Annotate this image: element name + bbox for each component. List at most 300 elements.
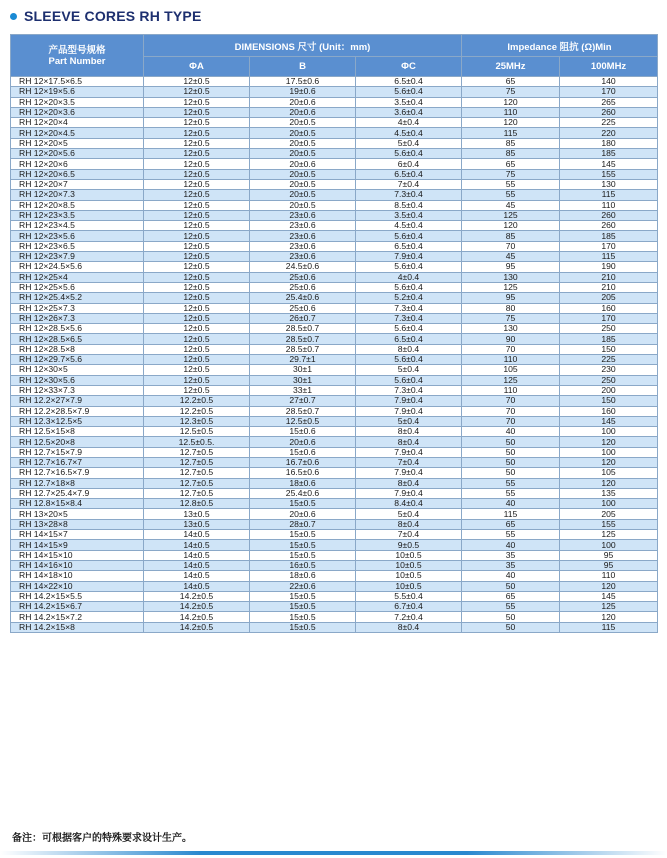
impedance-25mhz-cell: 65 [462, 77, 560, 87]
dim-c-cell: 8±0.4 [356, 622, 462, 632]
impedance-25mhz-cell: 35 [462, 560, 560, 570]
dim-a-cell: 12±0.5 [144, 375, 250, 385]
impedance-25mhz-cell: 120 [462, 118, 560, 128]
col-c-header: ΦC [356, 57, 462, 77]
dim-b-cell: 19±0.6 [250, 87, 356, 97]
part-number-cell: RH 13×28×8 [11, 519, 144, 529]
dim-c-cell: 7.9±0.4 [356, 406, 462, 416]
dim-b-cell: 28.5±0.7 [250, 344, 356, 354]
impedance-100mhz-cell: 95 [560, 550, 658, 560]
table-row [11, 272, 658, 282]
part-number-cell: RH 12.5×15×8 [11, 427, 144, 437]
dim-a-cell: 12±0.5 [144, 169, 250, 179]
dim-a-cell: 13±0.5 [144, 519, 250, 529]
dim-b-cell: 22±0.6 [250, 581, 356, 591]
impedance-25mhz-cell: 55 [462, 179, 560, 189]
dim-b-cell: 20±0.5 [250, 118, 356, 128]
impedance-100mhz-cell: 120 [560, 478, 658, 488]
dim-b-cell: 23±0.6 [250, 252, 356, 262]
impedance-100mhz-cell: 145 [560, 591, 658, 601]
table-row [11, 190, 658, 200]
impedance-100mhz-cell: 110 [560, 200, 658, 210]
dim-b-cell: 15±0.5 [250, 550, 356, 560]
impedance-25mhz-cell: 85 [462, 231, 560, 241]
impedance-25mhz-cell: 65 [462, 159, 560, 169]
dim-b-cell: 20±0.5 [250, 128, 356, 138]
part-number-cell: RH 12×26×7.3 [11, 313, 144, 323]
part-number-cell: RH 13×20×5 [11, 509, 144, 519]
impedance-100mhz-cell: 220 [560, 128, 658, 138]
impedance-25mhz-cell: 70 [462, 396, 560, 406]
dim-c-cell: 10±0.5 [356, 550, 462, 560]
dim-b-cell: 26±0.7 [250, 313, 356, 323]
dim-a-cell: 12.7±0.5 [144, 457, 250, 467]
table-row [11, 241, 658, 251]
impedance-100mhz-cell: 115 [560, 190, 658, 200]
impedance-header: Impedance 阻抗 (Ω)Min [462, 35, 658, 57]
part-number-cell: RH 14.2×15×8 [11, 622, 144, 632]
table-row [11, 416, 658, 426]
dim-c-cell: 4±0.4 [356, 118, 462, 128]
impedance-100mhz-cell: 210 [560, 272, 658, 282]
table-row [11, 406, 658, 416]
impedance-100mhz-cell: 260 [560, 210, 658, 220]
dim-c-cell: 3.5±0.4 [356, 97, 462, 107]
part-number-cell: RH 12×20×6 [11, 159, 144, 169]
dim-c-cell: 3.6±0.4 [356, 107, 462, 117]
part-number-cell: RH 12×20×6.5 [11, 169, 144, 179]
dim-b-cell: 16.5±0.6 [250, 468, 356, 478]
impedance-25mhz-cell: 130 [462, 272, 560, 282]
dim-a-cell: 12.2±0.5 [144, 406, 250, 416]
dim-a-cell: 14±0.5 [144, 581, 250, 591]
part-number-cell: RH 12×30×5 [11, 365, 144, 375]
dim-a-cell: 12±0.5 [144, 334, 250, 344]
dim-c-cell: 5±0.4 [356, 416, 462, 426]
dim-b-cell: 23±0.6 [250, 210, 356, 220]
dim-b-cell: 17.5±0.6 [250, 77, 356, 87]
impedance-100mhz-cell: 190 [560, 262, 658, 272]
dim-b-cell: 18±0.6 [250, 571, 356, 581]
dim-b-cell: 15±0.5 [250, 622, 356, 632]
impedance-100mhz-cell: 150 [560, 344, 658, 354]
dim-c-cell: 4.5±0.4 [356, 221, 462, 231]
part-number-cell: RH 14.2×15×5.5 [11, 591, 144, 601]
part-number-cell: RH 12.2×28.5×7.9 [11, 406, 144, 416]
impedance-100mhz-cell: 155 [560, 519, 658, 529]
dim-b-cell: 33±1 [250, 385, 356, 395]
impedance-25mhz-cell: 110 [462, 355, 560, 365]
part-number-cell: RH 12×30×5.6 [11, 375, 144, 385]
part-number-cell: RH 12.5×20×8 [11, 437, 144, 447]
dim-a-cell: 12±0.5 [144, 303, 250, 313]
impedance-100mhz-cell: 170 [560, 313, 658, 323]
dim-a-cell: 12.2±0.5 [144, 396, 250, 406]
dim-c-cell: 4.5±0.4 [356, 128, 462, 138]
impedance-100mhz-cell: 160 [560, 303, 658, 313]
dim-a-cell: 12±0.5 [144, 149, 250, 159]
dim-b-cell: 20±0.6 [250, 107, 356, 117]
impedance-100mhz-cell: 105 [560, 468, 658, 478]
part-number-cell: RH 12×17.5×6.5 [11, 77, 144, 87]
impedance-100mhz-cell: 185 [560, 149, 658, 159]
impedance-25mhz-cell: 55 [462, 190, 560, 200]
impedance-25mhz-cell: 40 [462, 571, 560, 581]
dim-c-cell: 7.2±0.4 [356, 612, 462, 622]
page-title [10, 6, 201, 26]
impedance-100mhz-cell: 260 [560, 221, 658, 231]
dim-c-cell: 5.6±0.4 [356, 87, 462, 97]
part-number-cell: RH 12×25×4 [11, 272, 144, 282]
dim-b-cell: 15±0.6 [250, 447, 356, 457]
part-number-cell: RH 12×29.7×5.6 [11, 355, 144, 365]
part-number-header-cn: 产品型号规格 [48, 44, 106, 56]
dim-c-cell: 7.3±0.4 [356, 303, 462, 313]
dim-b-cell: 15±0.5 [250, 540, 356, 550]
part-number-cell: RH 12×19×5.6 [11, 87, 144, 97]
part-number-cell: RH 12×23×4.5 [11, 221, 144, 231]
dim-a-cell: 14.2±0.5 [144, 602, 250, 612]
dim-a-cell: 12±0.5 [144, 365, 250, 375]
dim-c-cell: 7.3±0.4 [356, 190, 462, 200]
dim-c-cell: 5.6±0.4 [356, 324, 462, 334]
dim-a-cell: 12±0.5 [144, 179, 250, 189]
dim-a-cell: 12.3±0.5 [144, 416, 250, 426]
dim-a-cell: 12±0.5 [144, 221, 250, 231]
dim-a-cell: 12±0.5 [144, 200, 250, 210]
part-number-cell: RH 12.3×12.5×5 [11, 416, 144, 426]
impedance-100mhz-cell: 100 [560, 427, 658, 437]
impedance-100mhz-cell: 225 [560, 118, 658, 128]
impedance-25mhz-cell: 40 [462, 427, 560, 437]
impedance-25mhz-cell: 90 [462, 334, 560, 344]
impedance-25mhz-cell: 50 [462, 447, 560, 457]
dim-c-cell: 5±0.4 [356, 365, 462, 375]
part-number-cell: RH 14×15×9 [11, 540, 144, 550]
impedance-25mhz-cell: 55 [462, 488, 560, 498]
table-row [11, 128, 658, 138]
impedance-100mhz-cell: 110 [560, 571, 658, 581]
table-row [11, 602, 658, 612]
table-row [11, 293, 658, 303]
dim-b-cell: 25.4±0.6 [250, 293, 356, 303]
part-number-cell: RH 12×20×5.6 [11, 149, 144, 159]
dim-a-cell: 14.2±0.5 [144, 591, 250, 601]
impedance-100mhz-cell: 120 [560, 437, 658, 447]
part-number-cell: RH 12×23×7.9 [11, 252, 144, 262]
impedance-25mhz-cell: 95 [462, 262, 560, 272]
impedance-25mhz-cell: 50 [462, 622, 560, 632]
impedance-100mhz-cell: 185 [560, 231, 658, 241]
impedance-100mhz-cell: 180 [560, 138, 658, 148]
dim-a-cell: 12±0.5 [144, 87, 250, 97]
table-row [11, 77, 658, 87]
dim-c-cell: 8±0.4 [356, 519, 462, 529]
table-row [11, 97, 658, 107]
impedance-100mhz-cell: 115 [560, 252, 658, 262]
col-25mhz-header: 25MHz [462, 57, 560, 77]
part-number-cell: RH 12×28.5×6.5 [11, 334, 144, 344]
impedance-100mhz-cell: 205 [560, 509, 658, 519]
impedance-100mhz-cell: 125 [560, 530, 658, 540]
dim-b-cell: 30±1 [250, 375, 356, 385]
impedance-100mhz-cell: 265 [560, 97, 658, 107]
dim-c-cell: 6±0.4 [356, 159, 462, 169]
part-number-cell: RH 14×15×10 [11, 550, 144, 560]
part-number-cell: RH 14×18×10 [11, 571, 144, 581]
impedance-100mhz-cell: 225 [560, 355, 658, 365]
dim-c-cell: 3.5±0.4 [356, 210, 462, 220]
dim-a-cell: 12±0.5 [144, 128, 250, 138]
table-row [11, 179, 658, 189]
table-row [11, 396, 658, 406]
impedance-100mhz-cell: 170 [560, 241, 658, 251]
dim-c-cell: 7.9±0.4 [356, 468, 462, 478]
dim-c-cell: 9±0.5 [356, 540, 462, 550]
impedance-25mhz-cell: 105 [462, 365, 560, 375]
table-row [11, 437, 658, 447]
dim-c-cell: 7.9±0.4 [356, 447, 462, 457]
dim-b-cell: 15±0.5 [250, 591, 356, 601]
table-body [11, 77, 658, 633]
dim-b-cell: 16.7±0.6 [250, 457, 356, 467]
spec-table [10, 34, 658, 633]
dim-a-cell: 12.7±0.5 [144, 447, 250, 457]
dim-c-cell: 5±0.4 [356, 509, 462, 519]
dim-b-cell: 25±0.6 [250, 282, 356, 292]
dim-c-cell: 10±0.5 [356, 560, 462, 570]
dim-c-cell: 6.5±0.4 [356, 334, 462, 344]
part-number-cell: RH 12×20×4.5 [11, 128, 144, 138]
impedance-25mhz-cell: 80 [462, 303, 560, 313]
dim-c-cell: 6.5±0.4 [356, 169, 462, 179]
dim-c-cell: 5.6±0.4 [356, 231, 462, 241]
dim-b-cell: 23±0.6 [250, 221, 356, 231]
impedance-100mhz-cell: 95 [560, 560, 658, 570]
dim-b-cell: 30±1 [250, 365, 356, 375]
impedance-100mhz-cell: 100 [560, 499, 658, 509]
table-row [11, 107, 658, 117]
impedance-25mhz-cell: 70 [462, 344, 560, 354]
impedance-25mhz-cell: 50 [462, 581, 560, 591]
impedance-25mhz-cell: 110 [462, 385, 560, 395]
part-number-cell: RH 12×20×8.5 [11, 200, 144, 210]
table-row [11, 612, 658, 622]
dim-c-cell: 5.6±0.4 [356, 355, 462, 365]
dim-b-cell: 25.4±0.6 [250, 488, 356, 498]
impedance-100mhz-cell: 100 [560, 447, 658, 457]
table-row [11, 344, 658, 354]
dim-b-cell: 20±0.6 [250, 97, 356, 107]
table-row [11, 200, 658, 210]
impedance-25mhz-cell: 110 [462, 107, 560, 117]
dim-b-cell: 15±0.6 [250, 427, 356, 437]
dim-b-cell: 18±0.6 [250, 478, 356, 488]
dim-b-cell: 28.5±0.7 [250, 324, 356, 334]
dim-a-cell: 12±0.5 [144, 118, 250, 128]
col-b-header: B [250, 57, 356, 77]
impedance-25mhz-cell: 70 [462, 241, 560, 251]
dim-b-cell: 20±0.5 [250, 179, 356, 189]
dim-a-cell: 12.7±0.5 [144, 478, 250, 488]
table-row [11, 581, 658, 591]
part-number-cell: RH 12.7×16.7×7 [11, 457, 144, 467]
table-row [11, 571, 658, 581]
dim-a-cell: 12±0.5 [144, 262, 250, 272]
table-row [11, 530, 658, 540]
dim-b-cell: 20±0.5 [250, 200, 356, 210]
part-number-cell: RH 14.2×15×6.7 [11, 602, 144, 612]
impedance-100mhz-cell: 135 [560, 488, 658, 498]
title-text: SLEEVE CORES RH TYPE [24, 8, 202, 24]
impedance-100mhz-cell: 130 [560, 179, 658, 189]
table-row [11, 334, 658, 344]
part-number-cell: RH 14×16×10 [11, 560, 144, 570]
impedance-100mhz-cell: 100 [560, 540, 658, 550]
impedance-25mhz-cell: 50 [462, 457, 560, 467]
table-row [11, 447, 658, 457]
table-row [11, 375, 658, 385]
dim-a-cell: 12±0.5 [144, 77, 250, 87]
dim-c-cell: 8±0.4 [356, 427, 462, 437]
impedance-25mhz-cell: 55 [462, 530, 560, 540]
dim-a-cell: 12.7±0.5 [144, 488, 250, 498]
dim-c-cell: 7.9±0.4 [356, 396, 462, 406]
impedance-100mhz-cell: 120 [560, 457, 658, 467]
table-row [11, 622, 658, 632]
impedance-25mhz-cell: 85 [462, 149, 560, 159]
impedance-25mhz-cell: 125 [462, 282, 560, 292]
part-number-cell: RH 12×28.5×5.6 [11, 324, 144, 334]
table-row [11, 313, 658, 323]
dim-a-cell: 12.7±0.5 [144, 468, 250, 478]
col-a-header: ΦA [144, 57, 250, 77]
dim-b-cell: 23±0.6 [250, 241, 356, 251]
dim-b-cell: 20±0.5 [250, 149, 356, 159]
part-number-cell: RH 12×25.4×5.2 [11, 293, 144, 303]
impedance-25mhz-cell: 40 [462, 540, 560, 550]
table-row [11, 210, 658, 220]
table-row [11, 488, 658, 498]
dim-a-cell: 12±0.5 [144, 252, 250, 262]
dim-b-cell: 29.7±1 [250, 355, 356, 365]
table-row [11, 118, 658, 128]
table-row [11, 468, 658, 478]
table-row [11, 499, 658, 509]
impedance-25mhz-cell: 120 [462, 97, 560, 107]
table-row [11, 427, 658, 437]
part-number-cell: RH 12×25×5.6 [11, 282, 144, 292]
part-number-cell: RH 12.7×25.4×7.9 [11, 488, 144, 498]
dim-a-cell: 12±0.5 [144, 138, 250, 148]
dim-c-cell: 7.3±0.4 [356, 313, 462, 323]
dim-a-cell: 14.2±0.5 [144, 622, 250, 632]
dim-c-cell: 5.5±0.4 [356, 591, 462, 601]
impedance-25mhz-cell: 85 [462, 138, 560, 148]
dim-a-cell: 12±0.5 [144, 313, 250, 323]
impedance-25mhz-cell: 120 [462, 221, 560, 231]
dim-a-cell: 12±0.5 [144, 355, 250, 365]
part-number-cell: RH 12×23×3.5 [11, 210, 144, 220]
part-number-cell: RH 14.2×15×7.2 [11, 612, 144, 622]
dim-c-cell: 8.4±0.4 [356, 499, 462, 509]
impedance-100mhz-cell: 120 [560, 581, 658, 591]
table-row [11, 355, 658, 365]
dim-a-cell: 14±0.5 [144, 571, 250, 581]
part-number-cell: RH 12.7×16.5×7.9 [11, 468, 144, 478]
dim-b-cell: 24.5±0.6 [250, 262, 356, 272]
dim-c-cell: 5.6±0.4 [356, 262, 462, 272]
dim-c-cell: 5.2±0.4 [356, 293, 462, 303]
impedance-25mhz-cell: 45 [462, 200, 560, 210]
dim-a-cell: 14±0.5 [144, 550, 250, 560]
dim-a-cell: 12±0.5 [144, 210, 250, 220]
impedance-100mhz-cell: 200 [560, 385, 658, 395]
table-row [11, 87, 658, 97]
impedance-100mhz-cell: 150 [560, 396, 658, 406]
dim-c-cell: 10±0.5 [356, 581, 462, 591]
dim-c-cell: 7.9±0.4 [356, 488, 462, 498]
dim-a-cell: 12±0.5 [144, 344, 250, 354]
impedance-100mhz-cell: 115 [560, 622, 658, 632]
dim-a-cell: 12±0.5 [144, 190, 250, 200]
part-number-cell: RH 12×33×7.3 [11, 385, 144, 395]
part-number-cell: RH 12×20×5 [11, 138, 144, 148]
table-row [11, 550, 658, 560]
impedance-25mhz-cell: 55 [462, 602, 560, 612]
dim-c-cell: 5.6±0.4 [356, 282, 462, 292]
dim-a-cell: 14±0.5 [144, 560, 250, 570]
impedance-25mhz-cell: 130 [462, 324, 560, 334]
table-row [11, 519, 658, 529]
impedance-25mhz-cell: 65 [462, 591, 560, 601]
dim-c-cell: 7.9±0.4 [356, 252, 462, 262]
part-number-cell: RH 12×23×5.6 [11, 231, 144, 241]
table-row [11, 457, 658, 467]
bottom-divider [0, 851, 667, 855]
impedance-25mhz-cell: 95 [462, 293, 560, 303]
dim-b-cell: 15±0.5 [250, 499, 356, 509]
dim-a-cell: 12±0.5 [144, 385, 250, 395]
impedance-100mhz-cell: 155 [560, 169, 658, 179]
part-number-cell: RH 12.7×15×7.9 [11, 447, 144, 457]
table-row [11, 591, 658, 601]
dim-b-cell: 20±0.5 [250, 138, 356, 148]
impedance-100mhz-cell: 210 [560, 282, 658, 292]
dim-b-cell: 20±0.5 [250, 169, 356, 179]
impedance-100mhz-cell: 205 [560, 293, 658, 303]
dim-b-cell: 16±0.5 [250, 560, 356, 570]
dim-c-cell: 7±0.4 [356, 457, 462, 467]
impedance-25mhz-cell: 70 [462, 406, 560, 416]
dim-a-cell: 12.5±0.5 [144, 427, 250, 437]
dim-b-cell: 20±0.6 [250, 437, 356, 447]
table-row [11, 221, 658, 231]
part-number-header [11, 35, 144, 77]
table-row [11, 385, 658, 395]
dimensions-header: DIMENSIONS 尺寸 (Unit：mm) [144, 35, 462, 57]
impedance-25mhz-cell: 115 [462, 128, 560, 138]
dim-b-cell: 12.5±0.5 [250, 416, 356, 426]
dim-c-cell: 8.5±0.4 [356, 200, 462, 210]
impedance-25mhz-cell: 50 [462, 437, 560, 447]
part-number-cell: RH 12.8×15×8.4 [11, 499, 144, 509]
dim-c-cell: 8±0.4 [356, 437, 462, 447]
dim-c-cell: 7.3±0.4 [356, 385, 462, 395]
part-number-cell: RH 12×20×7.3 [11, 190, 144, 200]
table-row [11, 149, 658, 159]
table-row [11, 324, 658, 334]
